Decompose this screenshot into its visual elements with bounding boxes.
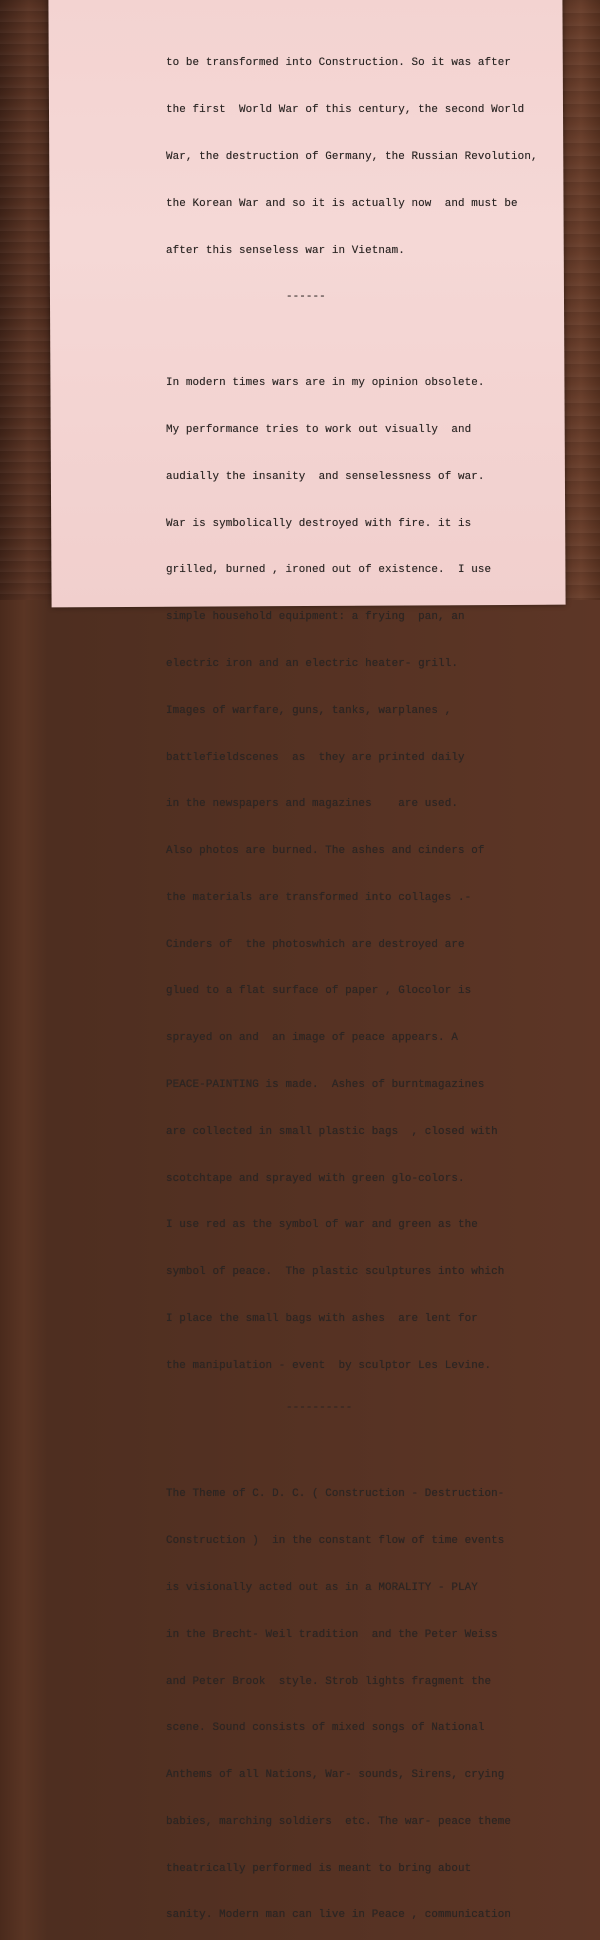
text-line: War is symbolically destroyed with fire. it is bbox=[166, 517, 472, 530]
text-line: theatrically performed is meant to bring about bbox=[166, 1862, 472, 1875]
text-line: Also photos are burned. The ashes and cinders of bbox=[166, 845, 485, 858]
text-line: scotchtape and sprayed with green glo-colors. bbox=[166, 1172, 465, 1185]
text-line: Anthems of all Nations, War- sounds, Sirens, crying bbox=[166, 1769, 505, 1782]
text-line: the manipulation - event by sculptor Les Levine. bbox=[166, 1359, 492, 1372]
document-text bbox=[118, 0, 538, 1940]
text-line: In modern times wars are in my opinion obsolete. bbox=[166, 377, 485, 390]
section-separator: ---------- bbox=[286, 1402, 353, 1415]
text-line: Cinders of the photoswhich are destroyed are bbox=[166, 938, 465, 951]
text-line: the materials are transformed into collages .- bbox=[166, 891, 472, 904]
wooden-frame-left bbox=[0, 0, 52, 600]
text-line: I use red as the symbol of war and green as the bbox=[166, 1219, 478, 1232]
text-line: to be transformed into Construction. So it was after bbox=[166, 57, 512, 70]
wooden-frame-right bbox=[562, 0, 600, 600]
text-line: audially the insanity and senselessness of war. bbox=[166, 470, 485, 483]
text-line: in the Brecht- Weil tradition and the Peter Weiss bbox=[166, 1628, 498, 1641]
text-line: scene. Sound consists of mixed songs of National bbox=[166, 1722, 485, 1735]
text-line: the Korean War and so it is actually now and must be bbox=[166, 197, 518, 210]
text-line: are collected in small plastic bags , closed with bbox=[166, 1125, 498, 1138]
section-separator: ------ bbox=[286, 291, 326, 304]
text-line: sprayed on and an image of peace appears. A bbox=[166, 1032, 458, 1045]
text-line: is visionally acted out as in a MORALITY - PLAY bbox=[166, 1581, 478, 1594]
text-line: The Theme of C. D. C. ( Construction - Destruction- bbox=[166, 1488, 505, 1501]
text-line: the first World War of this century, the second World bbox=[166, 104, 525, 117]
text-line: babies, marching soldiers etc. The war- peace theme bbox=[166, 1815, 512, 1828]
text-line: grilled, burned , ironed out of existence. I use bbox=[166, 564, 492, 577]
text-line: and Peter Brook style. Strob lights fragment the bbox=[166, 1675, 492, 1688]
text-line: Images of warfare, guns, tanks, warplanes , bbox=[166, 704, 452, 717]
text-line: My performance tries to work out visually and bbox=[166, 424, 472, 437]
text-line: War, the destruction of Germany, the Russian Revolution, bbox=[166, 150, 538, 163]
text-line: sanity. Modern man can live in Peace , communication bbox=[166, 1909, 512, 1922]
text-line: after this senseless war in Vietnam. bbox=[166, 244, 405, 257]
text-line: simple household equipment: a frying pan, an bbox=[166, 611, 465, 624]
text-line: Construction ) in the constant flow of time events bbox=[166, 1535, 505, 1548]
text-line: electric iron and an electric heater- grill. bbox=[166, 657, 458, 670]
text-line: PEACE-PAINTING is made. Ashes of burntmagazines bbox=[166, 1078, 485, 1091]
text-line: glued to a flat surface of paper , Glocolor is bbox=[166, 985, 472, 998]
text-line: I place the small bags with ashes are lent for bbox=[166, 1312, 478, 1325]
text-line: symbol of peace. The plastic sculptures into which bbox=[166, 1266, 505, 1279]
text-line: battlefieldscenes as they are printed daily bbox=[166, 751, 465, 764]
text-line: in the newspapers and magazines are used. bbox=[166, 798, 458, 811]
